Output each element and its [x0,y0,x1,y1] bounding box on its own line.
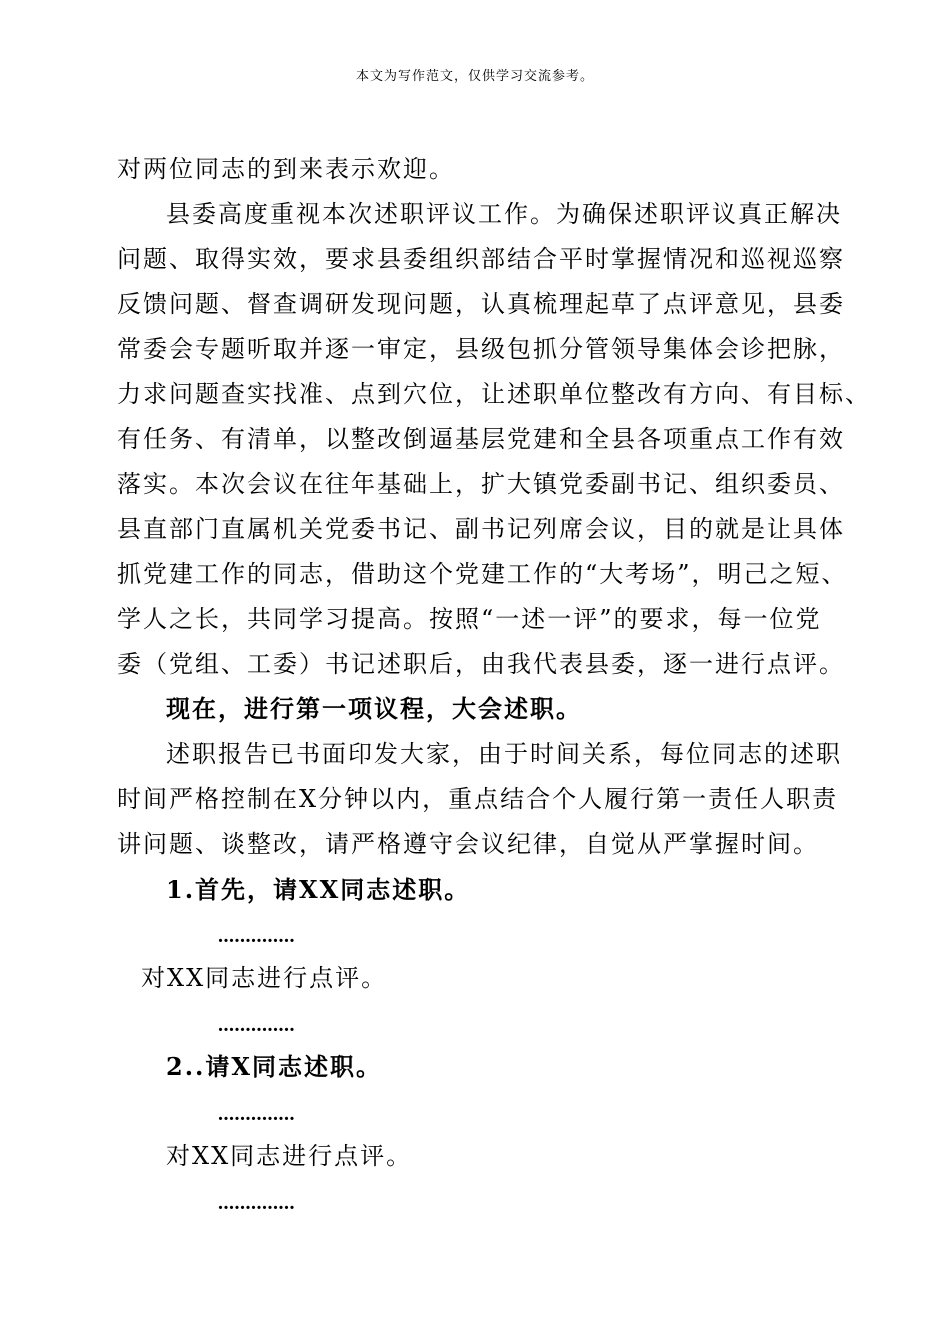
text-line: 县直部门直属机关党委书记、副书记列席会议，目的就是让具体 [117,515,845,543]
text-line: 述职报告已书面印发大家，由于时间关系，每位同志的述职 [166,740,842,768]
text-line: 讲问题、谈整改，请严格遵守会议纪律，自觉从严掌握时间。 [117,830,819,858]
agenda-item-title: 1.首先，请XX同志述职。 [166,875,471,904]
header-note: 本文为写作范文，仅供学习交流参考。 [355,69,594,84]
text-line: 学人之长，共同学习提高。按照“一述一评”的要求，每一位党 [117,605,822,633]
text-line: 常委会专题听取并逐一审定，县级包抓分管领导集体会诊把脉， [117,335,845,363]
text-line: 委（党组、工委）书记述职后，由我代表县委，逐一进行点评。 [117,650,845,678]
text-line: 时间严格控制在X分钟以内，重点结合个人履行第一责任人职责 [117,785,839,813]
agenda-item-comment: 对XX同志进行点评。 [141,964,388,992]
text-line: 力求问题查实找准、点到穴位，让述职单位整改有方向、有目标、 [117,380,871,408]
section-heading: 现在，进行第一项议程，大会述职。 [166,694,582,723]
text-line: 落实。本次会议在往年基础上，扩大镇党委副书记、组织委员、 [117,470,845,498]
text-line: 抓党建工作的同志，借助这个党建工作的“大考场”，明己之短、 [117,560,848,588]
ellipsis-marker: .............. [218,1014,295,1036]
agenda-item-comment: 对XX同志进行点评。 [166,1142,413,1170]
text-line: 反馈问题、督查调研发现问题，认真梳理起草了点评意见，县委 [117,290,845,318]
text-line: 县委高度重视本次述职评议工作。为确保述职评议真正解决 [166,200,842,228]
text-line: 问题、取得实效，要求县委组织部结合平时掌握情况和巡视巡察 [117,245,845,273]
ellipsis-marker: .............. [218,925,295,947]
text-line: 对两位同志的到来表示欢迎。 [117,155,455,183]
agenda-item-title: 2..请X同志述职。 [166,1052,383,1081]
ellipsis-marker: .............. [218,1103,295,1125]
ellipsis-marker: .............. [218,1192,295,1214]
text-line: 有任务、有清单，以整改倒逼基层党建和全县各项重点工作有效 [117,425,845,453]
